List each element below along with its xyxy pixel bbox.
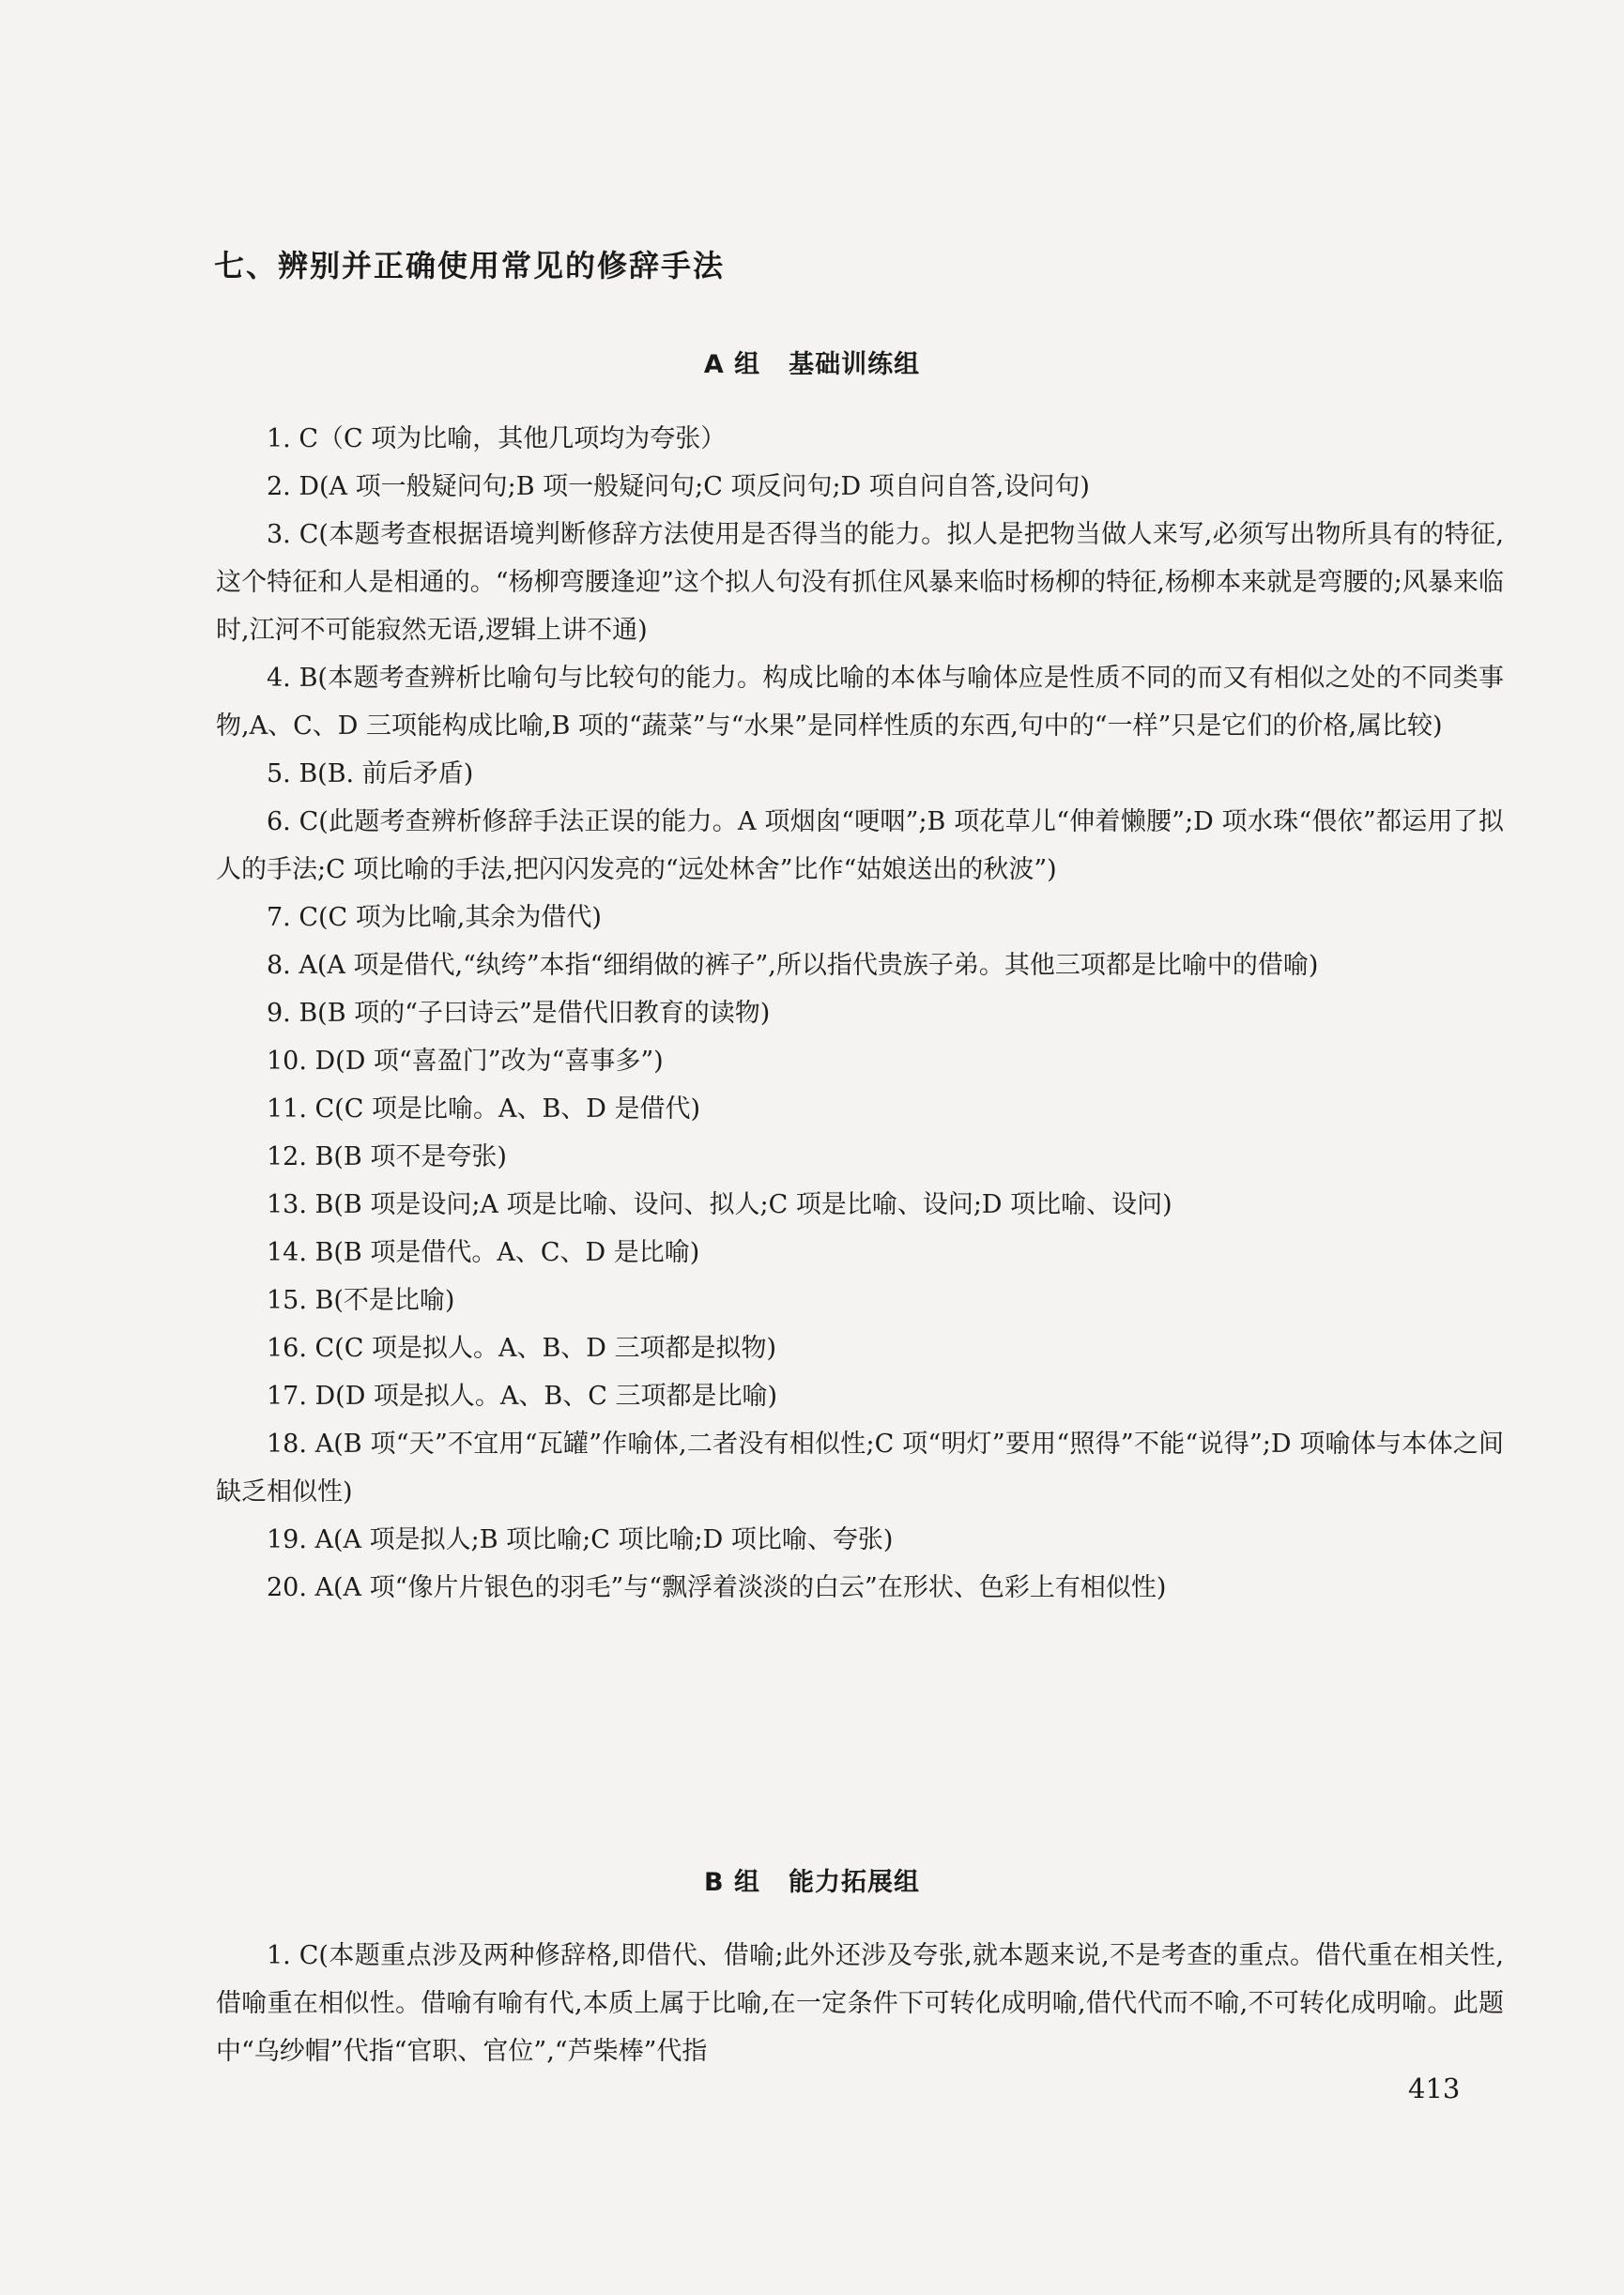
answer-entry: 14. B(B 项是借代。A、C、D 是比喻) <box>267 1238 700 1267</box>
answer-entry: 5. B(B. 前后矛盾) <box>267 759 474 788</box>
group-a-label: A 组 <box>703 350 761 379</box>
answer-entry: 8. A(A 项是借代,“纨绔”本指“细绢做的裤子”,所以指代贵族子弟。其他三项都是比喻中的借喻) <box>267 951 1319 980</box>
answer-entry: 1. C（C 项为比喻，其他几项均为夸张） <box>267 424 727 453</box>
group-b-heading <box>0 1861 1624 1898</box>
answer-entry: 1. C(本题重点涉及两种修辞格,即借代、借喻;此外还涉及夸张,就本题来说,不是考查的重点。借代重在相关性,借喻重在相似性。借喻有喻有代,本质上属于比喻,在一定条件下可转化成明喻,借代代而不喻,不可转化成明喻。此题中“乌纱帽”代指“官职、官位”,“芦柴棒”代指 <box>216 1941 1504 2066</box>
answer-entry: 7. C(C 项为比喻,其余为借代) <box>267 903 602 932</box>
group-a-name: 基础训练组 <box>789 350 921 379</box>
answer-entry: 15. B(不是比喻) <box>267 1286 455 1315</box>
answer-entry: 10. D(D 项“喜盈门”改为“喜事多”) <box>267 1047 664 1076</box>
group-a-answer-list <box>216 415 1504 1612</box>
section-title: 七、辨别并正确使用常见的修辞手法 <box>214 248 726 283</box>
answer-entry: 20. A(A 项“像片片银色的羽毛”与“飘浮着淡淡的白云”在形状、色彩上有相似性) <box>267 1573 1167 1602</box>
answer-entry: 11. C(C 项是比喻。A、B、D 是借代) <box>267 1094 701 1124</box>
answer-entry: 9. B(B 项的“子曰诗云”是借代旧教育的读物) <box>267 999 771 1028</box>
answer-entry: 16. C(C 项是拟人。A、B、D 三项都是拟物) <box>267 1334 777 1363</box>
page-number: 413 <box>1408 2073 1461 2104</box>
answer-entry: 6. C(此题考查辨析修辞手法正误的能力。A 项烟囱“哽咽”;B 项花草儿“伸着懒腰”;D 项水珠“偎依”都运用了拟人的手法;C 项比喻的手法,把闪闪发亮的“远处林舍”比作“姑娘送出的秋波”) <box>216 807 1504 884</box>
group-b-name: 能力拓展组 <box>788 1868 920 1897</box>
answer-entry: 4. B(本题考查辨析比喻句与比较句的能力。构成比喻的本体与喻体应是性质不同的而又有相似之处的不同类事物,A、C、D 三项能构成比喻,B 项的“蔬菜”与“水果”是同样性质的东西,句中的“一样”只是它们的价格,属比较) <box>216 664 1504 741</box>
group-a-heading <box>0 344 1624 380</box>
group-b-answer-list <box>216 1932 1504 2075</box>
answer-entry: 3. C(本题考查根据语境判断修辞方法使用是否得当的能力。拟人是把物当做人来写,必须写出物所具有的特征,这个特征和人是相通的。“杨柳弯腰逢迎”这个拟人句没有抓住风暴来临时杨柳的特征,杨柳本来就是弯腰的;风暴来临时,江河不可能寂然无语,逻辑上讲不通) <box>216 520 1504 645</box>
answer-entry: 17. D(D 项是拟人。A、B、C 三项都是比喻) <box>267 1382 778 1411</box>
answer-entry: 2. D(A 项一般疑问句;B 项一般疑问句;C 项反问句;D 项自问自答,设问句) <box>267 472 1090 501</box>
answer-entry: 19. A(A 项是拟人;B 项比喻;C 项比喻;D 项比喻、夸张) <box>267 1525 894 1554</box>
answer-entry: 18. A(B 项“天”不宜用“瓦罐”作喻体,二者没有相似性;C 项“明灯”要用“照得”不能“说得”;D 项喻体与本体之间缺乏相似性) <box>216 1430 1504 1507</box>
answer-entry: 12. B(B 项不是夸张) <box>267 1142 507 1171</box>
answer-entry: 13. B(B 项是设问;A 项是比喻、设问、拟人;C 项是比喻、设问;D 项比喻、设问) <box>267 1190 1172 1219</box>
group-b-label: B 组 <box>704 1868 760 1897</box>
